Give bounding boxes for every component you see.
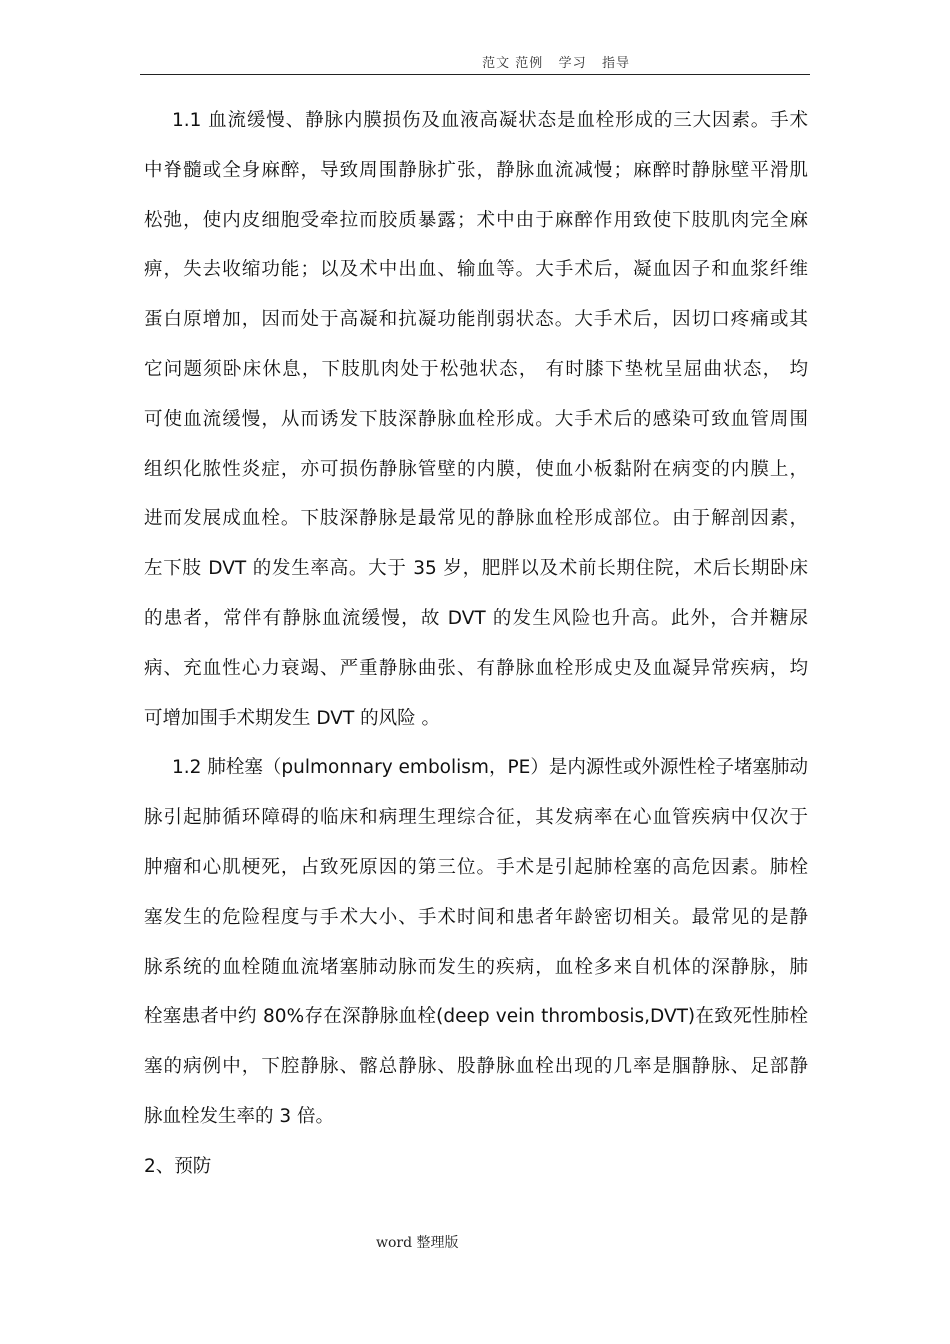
text-line: 塞发生的危险程度与手术大小、手术时间和患者年龄密切相关。最常见的是静 xyxy=(144,906,808,928)
text-line: 左下肢 DVT 的发生率高。大于 35 岁，肥胖以及术前长期住院，术后长期卧床 xyxy=(144,558,808,580)
text-line: 的患者，常伴有静脉血流缓慢，故 DVT 的发生风险也升高。此外，合并糖尿 xyxy=(144,607,808,629)
text-line: 塞的病例中，下腔静脉、髂总静脉、股静脉血栓出现的几率是腘静脉、足部静 xyxy=(144,1056,808,1078)
text-line: 松弛，使内皮细胞受牵拉而胶质暴露；术中由于麻醉作用致使下肢肌肉完全麻 xyxy=(144,209,808,231)
text-line: 栓塞患者中约 80%存在深静脉血栓(deep vein thrombosis,DVT)在致死性肺栓 xyxy=(144,1006,808,1028)
text-line: 进而发展成血栓。下肢深静脉是最常见的静脉血栓形成部位。由于解剖因素， xyxy=(144,508,808,530)
header-text: 范文 范例 学习 指导 xyxy=(482,56,630,71)
text-line: 肿瘤和心肌梗死，占致死原因的第三位。手术是引起肺栓塞的高危因素。肺栓 xyxy=(144,856,808,878)
text-line: 脉系统的血栓随血流堵塞肺动脉而发生的疾病，血栓多来自机体的深静脉，肺 xyxy=(144,956,808,978)
text-line: 痹，失去收缩功能；以及术中出血、输血等。大手术后，凝血因子和血浆纤维 xyxy=(144,259,808,281)
section-heading: 2、预防 xyxy=(144,1155,212,1177)
text-line: 组织化脓性炎症，亦可损伤静脉管壁的内膜，使血小板黏附在病变的内膜上， xyxy=(144,458,808,480)
page-footer: word 整理版 xyxy=(376,1235,459,1251)
text-line: 1.2 肺栓塞（pulmonnary embolism，PE）是内源性或外源性栓子堵塞肺动 xyxy=(172,757,808,779)
page-header xyxy=(140,52,810,75)
document-body xyxy=(144,96,808,1192)
text-line: 病、充血性心力衰竭、严重静脉曲张、有静脉血栓形成史及血凝异常疾病，均 xyxy=(144,657,808,679)
text-line: 可增加围手术期发生 DVT 的风险 。 xyxy=(144,707,441,729)
text-line: 脉血栓发生率的 3 倍。 xyxy=(144,1105,335,1127)
text-line: 中脊髓或全身麻醉，导致周围静脉扩张，静脉血流减慢；麻醉时静脉壁平滑肌 xyxy=(144,159,808,181)
paragraph-1-2 xyxy=(144,743,808,1141)
text-line: 蛋白原增加，因而处于高凝和抗凝功能削弱状态。大手术后，因切口疼痛或其 xyxy=(144,309,808,331)
text-line: 可使血流缓慢，从而诱发下肢深静脉血栓形成。大手术后的感染可致血管周围 xyxy=(144,408,808,430)
text-line: 脉引起肺循环障碍的临床和病理生理综合征，其发病率在心血管疾病中仅次于 xyxy=(144,807,808,829)
paragraph-1-1 xyxy=(144,96,808,743)
text-line: 1.1 血流缓慢、静脉内膜损伤及血液高凝状态是血栓形成的三大因素。手术 xyxy=(172,110,808,131)
text-line: 它问题须卧床休息，下肢肌肉处于松弛状态， 有时膝下垫枕呈屈曲状态， 均 xyxy=(144,358,808,380)
